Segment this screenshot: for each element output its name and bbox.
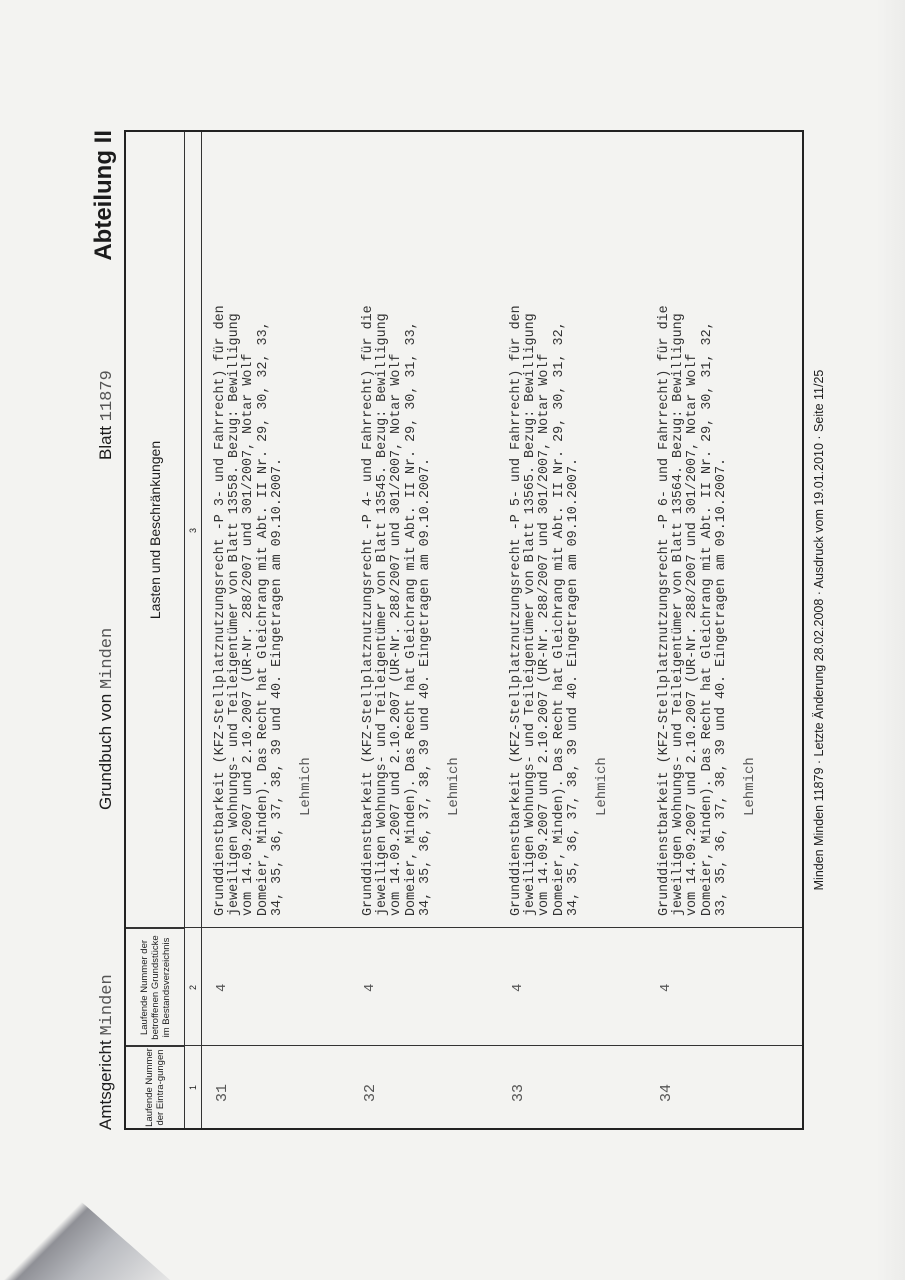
land-register-sheet	[90, 130, 826, 1130]
table-row	[650, 132, 798, 1128]
scan-edge	[877, 0, 905, 1280]
col-header-entry-number: Laufende Nummer der Eintra-gungen	[126, 1046, 184, 1128]
entry-number: 31	[214, 1083, 231, 1102]
entry-text: Grunddienstbarkeit (KFZ-Stellplatznutzungsrecht -P 3- und Fahrrecht) für den jeweiligen Wohnungs- und Teileigentümer von Blatt 13558. Bezug: Bewilligung vom 14.09.2007 und 2.10.2007 (UR-Nr. 288/2007 und 301/2007, Notar Wolf Domeier, Minden). Das Recht hat Gleichrang mit Abt. II Nr. 29, 30, 32, 33, 34, 35, 36, 37, 38, 39 und 40. Eingetragen am 09.10.2007.	[213, 305, 285, 916]
table-row	[206, 132, 354, 1128]
column-number-1: 1	[188, 1084, 198, 1090]
signature: Lehmich	[298, 757, 314, 816]
column-number-2: 2	[188, 984, 198, 990]
column-number-row	[184, 132, 202, 1128]
signature: Lehmich	[446, 757, 462, 816]
parcel-number: 4	[214, 983, 230, 992]
court-title	[96, 974, 117, 1130]
book-name: Minden	[98, 627, 117, 690]
table-row	[502, 132, 650, 1128]
entry-number: 32	[362, 1083, 379, 1102]
entry-text: Grunddienstbarkeit (KFZ-Stellplatznutzungsrecht -P 4- und Fahrrecht) für die jeweiligen Wohnungs- und Teileigentümer von Blatt 13545. Bezug: Bewilligung vom 14.09.2007 und 2.10.2007 (UR-Nr. 288/2007 und 301/2007, Notar Wolf Domeier, Minden). Das Recht hat Gleichrang mit Abt. II Nr. 29, 30, 31, 33, 34, 35, 36, 37, 38, 39 und 40. Eingetragen am 09.10.2007.	[361, 305, 433, 916]
book-label: Grundbuch von	[96, 693, 115, 810]
col-header-parcel-number: Laufende Nummer der betroffenen Grundstücke im Bestandsverzeichnis	[126, 928, 184, 1046]
table-row	[354, 132, 502, 1128]
entry-text: Grunddienstbarkeit (KFZ-Stellplatznutzungsrecht -P 6- und Fahrrecht) für die jeweiligen Wohnungs- und Teileigentümer von Blatt 13564. Bezug: Bewilligung vom 14.09.2007 und 2.10.2007 (UR-Nr. 288/2007 und 301/2007, Notar Wolf Domeier, Minden). Das Recht hat Gleichrang mit Abt. II Nr. 29, 30, 31, 32, 33, 35, 36, 37, 38, 39 und 40. Eingetragen am 09.10.2007.	[657, 305, 729, 916]
book-title	[96, 628, 117, 810]
column-number-3: 3	[188, 527, 198, 533]
sheet-label: Blatt	[96, 425, 115, 460]
parcel-number: 4	[362, 983, 378, 992]
parcel-number: 4	[658, 983, 674, 992]
entry-number: 34	[658, 1083, 675, 1102]
signature: Lehmich	[594, 757, 610, 816]
signature: Lehmich	[742, 757, 758, 816]
sheet-title	[96, 370, 117, 460]
court-label: Amtsgericht	[96, 1040, 115, 1130]
court-name: Minden	[98, 974, 117, 1036]
sheet-number: 11879	[98, 370, 117, 422]
parcel-number: 4	[510, 983, 526, 992]
scan-shadow	[0, 1130, 170, 1280]
burdens-table	[124, 130, 804, 1130]
department-title: Abteilung II	[90, 130, 117, 261]
page-footer: Minden Minden 11879 · Letzte Änderung 28.02.2008 · Ausdruck vom 19.01.2010 · Seite 11/25	[812, 369, 826, 891]
entry-number: 33	[510, 1083, 527, 1102]
entry-text: Grunddienstbarkeit (KFZ-Stellplatznutzungsrecht -P 5- und Fahrrecht) für den jeweiligen Wohnungs- und Teileigentümer von Blatt 13565. Bezug: Bewilligung vom 14.09.2007 und 2.10.2007 (UR-Nr. 288/2007 und 301/2007, Notar Wolf Domeier, Minden). Das Recht hat Gleichrang mit Abt. II Nr. 29, 30, 31, 32, 34, 35, 36, 37, 38, 39 und 40. Eingetragen am 09.10.2007.	[509, 305, 581, 916]
col-header-burdens: Lasten und Beschränkungen	[146, 440, 163, 620]
